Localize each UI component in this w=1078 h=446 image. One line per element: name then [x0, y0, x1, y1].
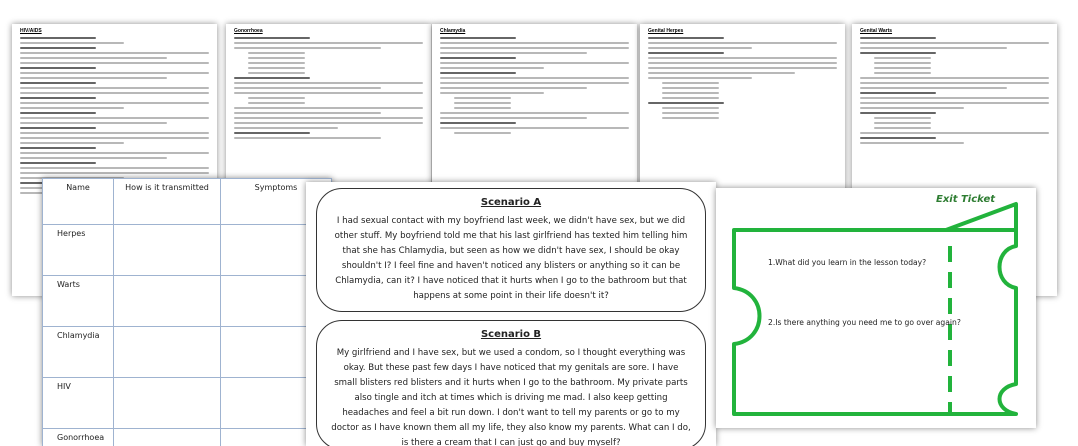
info-page-title: Genital Herpes: [648, 28, 684, 34]
table-cell-name: Herpes: [43, 225, 114, 276]
table-cell-transmission: [114, 327, 221, 378]
table-cell-transmission: [114, 378, 221, 429]
ticket-outline: [716, 188, 1036, 428]
info-page-title: Gonorrhoea: [234, 28, 263, 34]
table-row: [43, 276, 332, 327]
sti-table-worksheet: [42, 178, 332, 446]
table-header-symptoms: Symptoms: [221, 179, 332, 225]
table-cell-transmission: [114, 429, 221, 446]
info-page-title: Chlamydia: [440, 28, 466, 34]
scenario-worksheet: [306, 182, 716, 446]
table-cell-name: Gonorrhoea: [43, 429, 114, 446]
table-row: [43, 378, 332, 429]
table-row: [43, 327, 332, 378]
scenario-a-card: [316, 188, 706, 312]
table-cell-name: Warts: [43, 276, 114, 327]
sti-table: [42, 178, 332, 446]
table-cell-transmission: [114, 225, 221, 276]
table-header-name: Name: [43, 179, 114, 225]
info-page-title: Genital Warts: [860, 28, 893, 34]
table-header-transmission: How is it transmitted: [114, 179, 221, 225]
table-cell-name: HIV: [43, 378, 114, 429]
scenario-b-text: My girlfriend and I have sex, but we used a condom, so I thought everything was okay. But these past few days I have noticed that my genitals are sore. I have small blisters red blisters and it hurts when I go to the bathroom. My private parts also tingle and itch at times which is driving me mad. I also keep getting headaches and feel a bit run down. I don't want to tell my parents or go to my doctor as I have known them all my life, they also know my parents. What can I do, is there a cream that I can just go and buy myself?: [331, 348, 691, 446]
exit-ticket-title: Exit Ticket: [936, 194, 996, 205]
table-row: [43, 429, 332, 446]
table-cell-transmission: [114, 276, 221, 327]
scenario-a-text: I had sexual contact with my boyfriend last week, we didn't have sex, but we did other stuff. My boyfriend told me that his last girlfriend has texted him telling him that she has Chlamydia, but seen as how we didn't have sex, I should be okay shouldn't I? I feel fine and haven't noticed any blisters or anything so it can be Chlamydia, can it? I have noticed that it hurts when I go to the bathroom but that happens at some point in their life doesn't it?: [334, 216, 688, 301]
table-row: [43, 225, 332, 276]
scenario-a-title: Scenario A: [480, 197, 542, 208]
scenario-b-card: [316, 320, 706, 446]
scenario-b-title: Scenario B: [480, 329, 542, 340]
exit-question-2: 2.Is there anything you need me to go over again?: [768, 318, 961, 327]
table-cell-name: Chlamydia: [43, 327, 114, 378]
info-page-title: HIV/AIDS: [20, 28, 42, 34]
exit-question-1: 1.What did you learn in the lesson today?: [768, 258, 927, 267]
exit-ticket-sheet: [716, 188, 1036, 428]
